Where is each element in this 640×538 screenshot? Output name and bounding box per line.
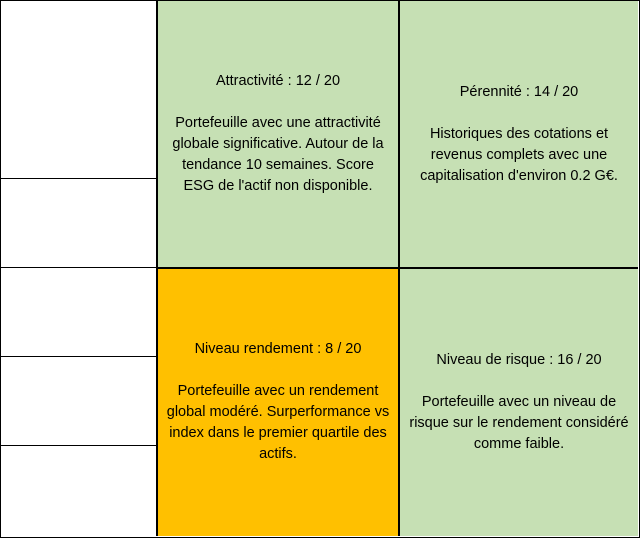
risque-card <box>400 268 638 536</box>
attractivite-body: Portefeuille avec une attractivité globale significative. Autour de la tendance 10 semaines. Score ESG de l'actif non disponible. <box>172 115 384 194</box>
empty-side-cell-5 <box>1 446 157 536</box>
rendement-body: Portefeuille avec un rendement global modéré. Surperformance vs index dans le premier quartile des actifs. <box>166 383 390 462</box>
empty-side-cell-4 <box>1 357 157 446</box>
attractivite-card <box>158 1 398 268</box>
risque-body: Portefeuille avec un niveau de risque sur le rendement considéré comme faible. <box>409 393 629 452</box>
empty-side-cell-3 <box>1 268 157 357</box>
perennite-heading: Pérennité : 14 / 20 <box>459 83 579 100</box>
rendement-card <box>158 268 398 536</box>
grid-divider-left <box>156 1 158 536</box>
grid-divider-horizontal <box>158 267 638 269</box>
risque-heading: Niveau de risque : 16 / 20 <box>436 351 602 368</box>
perennite-body: Historiques des cotations et revenus complets avec une capitalisation d'environ 0.2 G€. <box>420 125 618 184</box>
empty-side-cell-1 <box>1 90 157 179</box>
perennite-card <box>400 1 638 268</box>
empty-side-cell-2 <box>1 179 157 268</box>
attractivite-heading: Attractivité : 12 / 20 <box>215 73 341 89</box>
rendement-heading: Niveau rendement : 8 / 20 <box>194 341 362 357</box>
